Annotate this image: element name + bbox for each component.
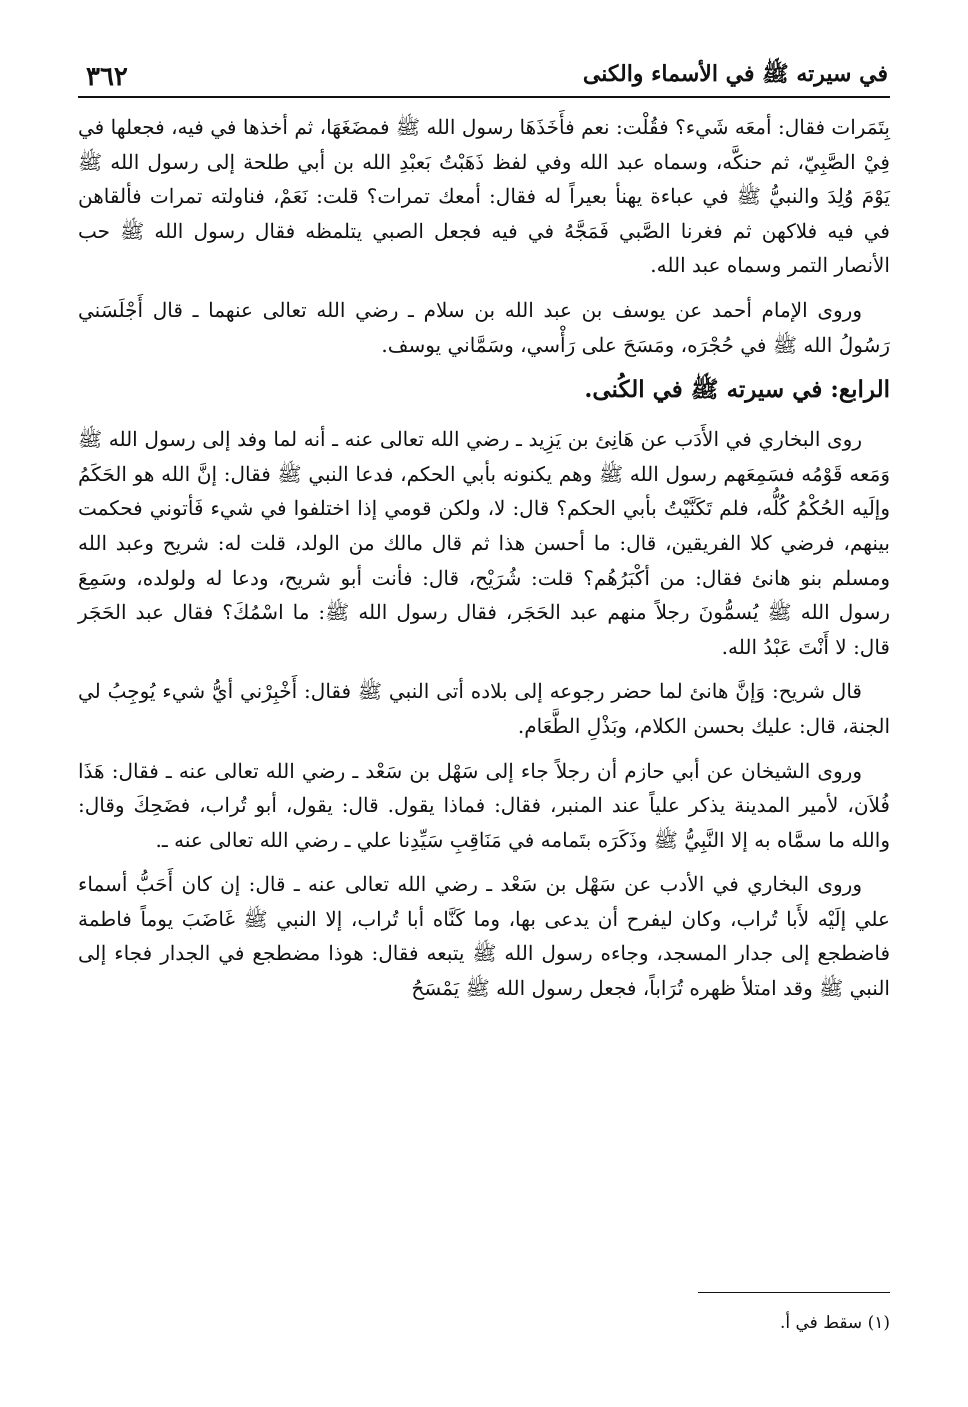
footnote: (١) سقط في أ. (779, 1313, 890, 1333)
paragraph: بِتَمَرات فقال: أمعَه شَيء؟ فقُلْت: نعم فأَخَذَهَا رسول الله ﷺ فمضَغَهَا، ثم أخذها في فيه، فجعلها في فِيْ الصَّبِيّ، ثم حنكَّه، وسماه عبد الله وفي لفظ ذَهَبْتُ بَعبْدِ الله بن أبي طلحة إلى رسول الله ﷺ يَوْمَ وُلِدَ والنبيُّ ﷺ في عباءة يهنأ بعيراً له فقال: أمعك تمرات؟ قلت: نَعَمْ، فناولته تمرات فألقاهن في فيه فلاكهن ثم فغرنا الصَّبي فَمَجَّهُ في فيه فجعل الصبي يتلمظه فقال رسول الله ﷺ حب الأنصار التمر وسماه عبد الله. (78, 115, 890, 278)
paragraph: وروى البخاري في الأدب عن سَهْل بن سَعْد ـ رضي الله تعالى عنه ـ قال: إن كان أَحَبُّ أسماء علي إلَيْه لأَبا تُراب، وكان ليفرح أن يدعى بها، وما كَنَّاه أبا تُراب، إلا النبي ﷺ غَاضَبَ يوماً فاطمة فاضطجع إلى جدار المسجد، وجاءه رسول الله ﷺ يتبعه فقال: هوذا مضطجع في الجدار فجاء إلى النبي ﷺ وقد امتلأ ظهره تُرَاباً، فجعل رسول الله ﷺ يَمْسَحُ (78, 872, 890, 1001)
page-header (78, 48, 890, 98)
footnote-divider (698, 1292, 890, 1293)
paragraph: وروى الشيخان عن أبي حازم أن رجلاً جاء إلى سَهْل بن سَعْد ـ رضي الله تعالى عنه ـ فقال: هَذَا فُلاَن، لأمير المدينة يذكر علياً عند المنبر، فقال: فماذا يقول. قال: يقول، أبو تُراب، فضَحِكَ وقال: والله ما سمَّاه به إلا النَّبِيُّ ﷺ وذَكَرَه بتَمامه في مَنَاقِبِ سَيِّدِنا علي ـ رضي الله تعالى عنه ـ. (78, 758, 890, 852)
section-heading: الرابع: في سيرته ﷺ في الكُنى. (584, 376, 890, 404)
paragraph: وروى الإمام أحمد عن يوسف بن عبد الله بن سلام ـ رضي الله تعالى عنهما ـ قال أَجْلَسَني رَسُولُ الله ﷺ في حُجْرَه، ومَسَحَ على رَأْسي، وسَمَّاني يوسف. (78, 297, 890, 357)
paragraph: قال شريح: وَإنَّ هانئ لما حضر رجوعه إلى بلاده أتى النبي ﷺ فقال: أَخْبِرْني أيُّ شيء يُوجِبُ لي الجنة، قال: عليك بحسن الكلام، وبَذْلِ الطَّعَام. (78, 679, 890, 738)
paragraph: روى البخاري في الأَدَب عن هَانِئ بن يَزِيد ـ رضي الله تعالى عنه ـ أنه لما وفد إلى رسول الله ﷺ وَمَعه قَوْمُه فسَمِعَهم رسول الله ﷺ وهم يكنونه بأبي الحكم، فدعا النبي ﷺ فقال: إنَّ الله هو الحَكَمُ وإلَيه الحُكْمُ كُلُّه، فلم تَكَنَّيْتُ بأبي الحكم؟ قال: لا، ولكن قومي إذا اختلفوا في شيء فَأتوني فحكمت بينهم، فرضي كلا الفريقين، قال: ما أحسن هذا ثم قال مالك من الولد، قلت له: شريح وعبد الله ومسلم بنو هانئ فقال: من أكْبَرُهُم؟ قلت: شُرَيْح، قال: فأنت أبو شريح، ودعا له ولولده، وسَمِعَ رسول الله ﷺ يُسمُّونَ رجلاً منهم عبد الحَجَر، فقال رسول الله ﷺ: ما اسْمُكَ؟ فقال عبد الحَجَر قال: لا أَنْتَ عَبْدُ الله. (78, 427, 891, 659)
page-number: ٣٦٢ (86, 62, 128, 92)
body-text (78, 110, 890, 1006)
document-page (78, 48, 890, 1388)
running-title: في سيرته ﷺ في الأسماء والكنى (582, 61, 888, 87)
